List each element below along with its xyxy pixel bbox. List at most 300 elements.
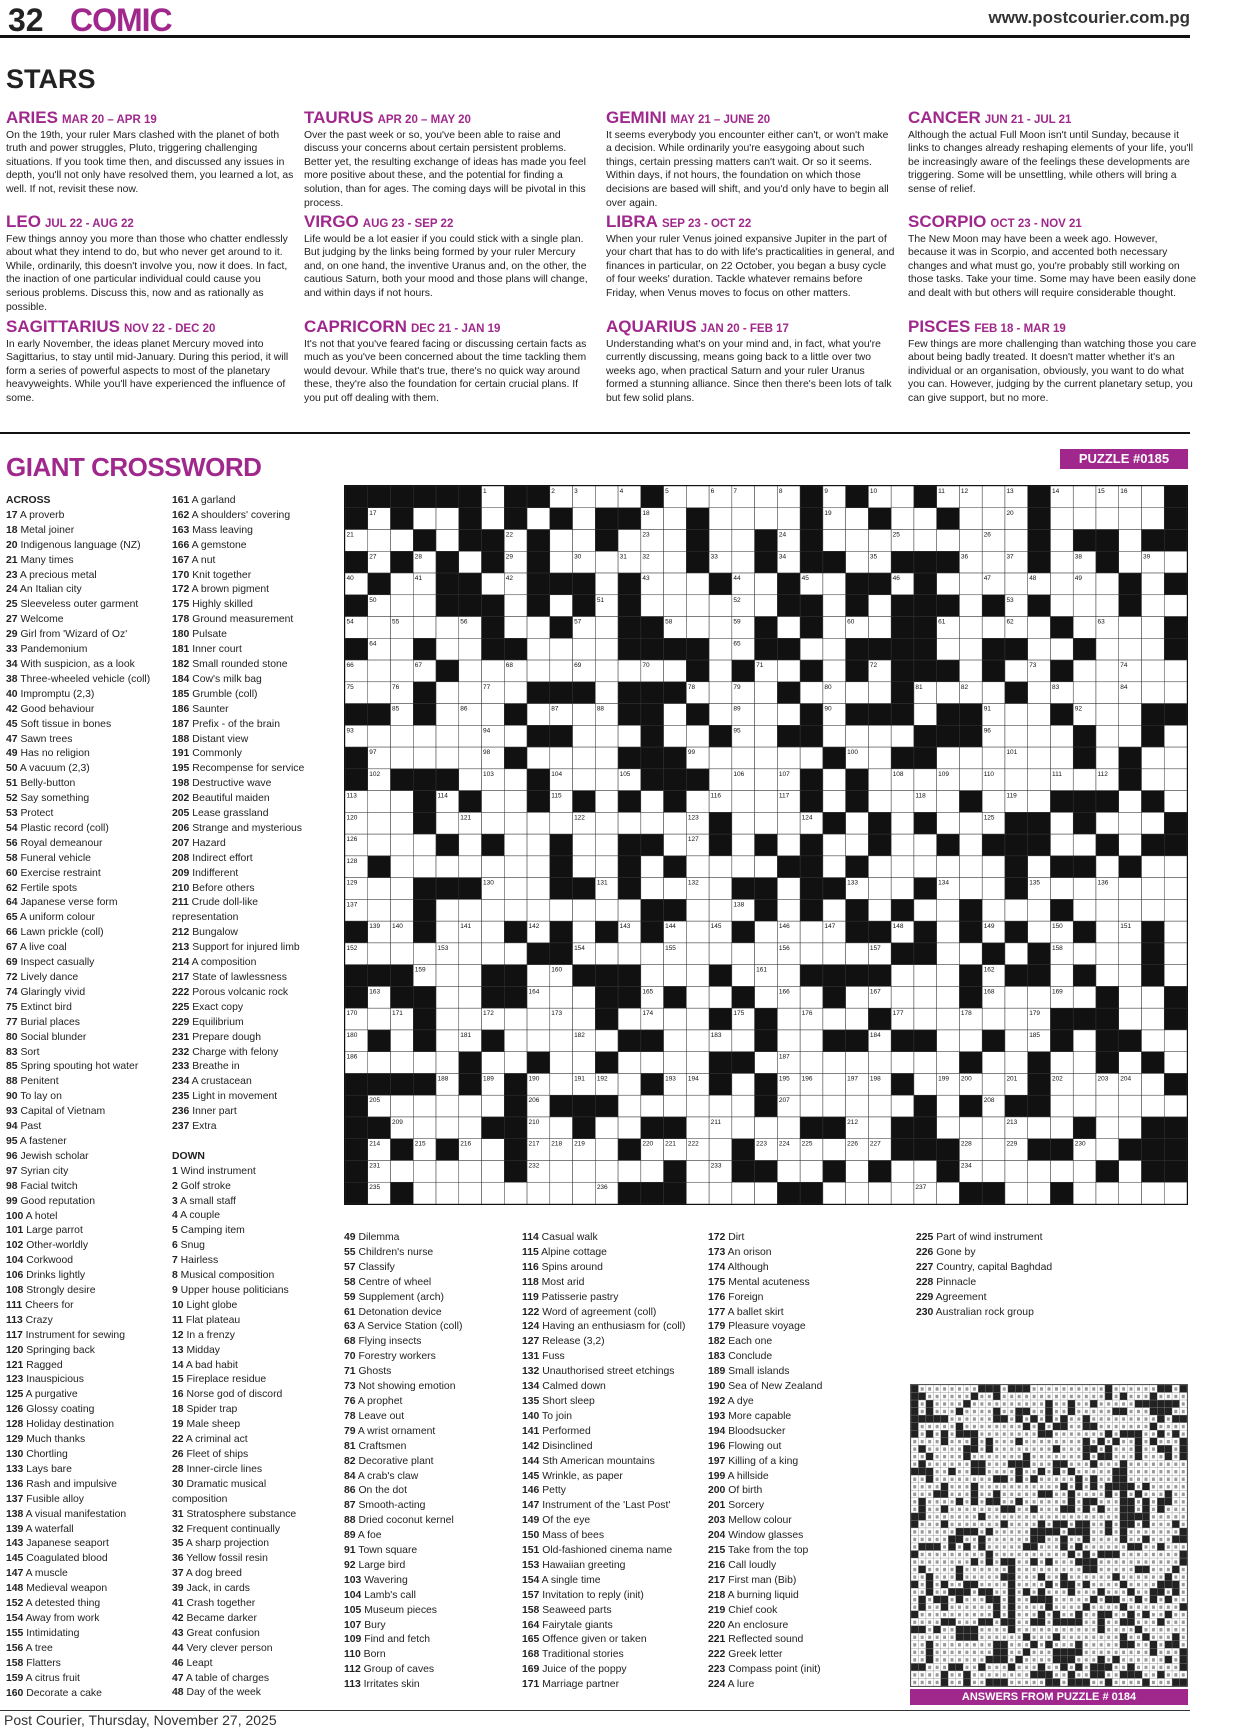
grid-cell[interactable] [777, 1117, 800, 1139]
grid-cell[interactable] [527, 1008, 550, 1030]
grid-cell[interactable] [664, 573, 687, 595]
grid-cell[interactable] [664, 660, 687, 682]
grid-cell[interactable] [959, 1030, 982, 1052]
grid-cell[interactable] [1005, 986, 1028, 1008]
grid-cell[interactable] [914, 704, 937, 726]
grid-cell[interactable] [914, 769, 937, 791]
grid-cell[interactable] [436, 617, 459, 639]
grid-cell[interactable] [1028, 638, 1051, 660]
grid-cell[interactable] [982, 551, 1005, 573]
grid-cell[interactable] [482, 943, 505, 965]
grid-cell[interactable] [891, 1160, 914, 1182]
grid-cell[interactable] [391, 638, 414, 660]
grid-cell[interactable] [459, 725, 482, 747]
grid-cell[interactable] [1119, 725, 1142, 747]
grid-cell[interactable] [777, 508, 800, 530]
grid-cell[interactable] [391, 1095, 414, 1117]
grid-cell[interactable] [686, 1052, 709, 1074]
grid-cell[interactable] [504, 1008, 527, 1030]
grid-cell[interactable] [664, 834, 687, 856]
grid-cell[interactable] [618, 1008, 641, 1030]
grid-cell[interactable] [1096, 943, 1119, 965]
grid-cell[interactable] [664, 1030, 687, 1052]
grid-cell[interactable] [732, 943, 755, 965]
grid-cell[interactable] [891, 856, 914, 878]
grid-cell[interactable] [1073, 834, 1096, 856]
grid-cell[interactable] [436, 530, 459, 552]
grid-cell[interactable] [709, 638, 732, 660]
grid-cell[interactable] [368, 660, 391, 682]
grid-cell[interactable] [573, 530, 596, 552]
grid-cell[interactable] [550, 1117, 573, 1139]
grid-cell[interactable] [1119, 1160, 1142, 1182]
grid-cell[interactable] [755, 943, 778, 965]
grid-cell[interactable] [1141, 617, 1164, 639]
grid-cell[interactable] [1028, 682, 1051, 704]
grid-cell[interactable] [573, 834, 596, 856]
grid-cell[interactable] [959, 638, 982, 660]
grid-cell[interactable] [482, 508, 505, 530]
grid-cell[interactable] [436, 1030, 459, 1052]
grid-cell[interactable] [573, 769, 596, 791]
grid-cell[interactable] [550, 660, 573, 682]
grid-cell[interactable] [573, 747, 596, 769]
grid-cell[interactable] [595, 856, 618, 878]
grid-cell[interactable] [755, 486, 778, 508]
grid-cell[interactable] [868, 856, 891, 878]
grid-cell[interactable] [1141, 508, 1164, 530]
grid-cell[interactable] [823, 1008, 846, 1030]
grid-cell[interactable] [732, 812, 755, 834]
grid-cell[interactable] [436, 899, 459, 921]
grid-cell[interactable] [1096, 1182, 1119, 1204]
grid-cell[interactable] [1164, 921, 1187, 943]
grid-cell[interactable] [664, 1095, 687, 1117]
grid-cell[interactable] [550, 551, 573, 573]
grid-cell[interactable] [868, 791, 891, 813]
grid-cell[interactable] [777, 899, 800, 921]
grid-cell[interactable] [891, 878, 914, 900]
grid-cell[interactable] [800, 1095, 823, 1117]
grid-cell[interactable] [1119, 812, 1142, 834]
grid-cell[interactable] [1073, 769, 1096, 791]
grid-cell[interactable] [391, 573, 414, 595]
grid-cell[interactable] [686, 943, 709, 965]
grid-cell[interactable] [1164, 1052, 1187, 1074]
grid-cell[interactable] [527, 965, 550, 987]
grid-cell[interactable] [391, 878, 414, 900]
grid-cell[interactable] [937, 921, 960, 943]
grid-cell[interactable] [527, 617, 550, 639]
grid-cell[interactable] [595, 943, 618, 965]
grid-cell[interactable] [1096, 812, 1119, 834]
grid-cell[interactable] [1141, 638, 1164, 660]
grid-cell[interactable] [368, 1052, 391, 1074]
grid-cell[interactable] [1119, 617, 1142, 639]
grid-cell[interactable] [413, 1052, 436, 1074]
grid-cell[interactable] [959, 943, 982, 965]
grid-cell[interactable] [982, 1117, 1005, 1139]
grid-cell[interactable] [868, 747, 891, 769]
grid-cell[interactable] [459, 899, 482, 921]
grid-cell[interactable] [1073, 1073, 1096, 1095]
grid-cell[interactable] [527, 899, 550, 921]
grid-cell[interactable] [777, 965, 800, 987]
grid-cell[interactable] [664, 508, 687, 530]
grid-cell[interactable] [1028, 1160, 1051, 1182]
grid-cell[interactable] [618, 1073, 641, 1095]
grid-cell[interactable] [413, 1095, 436, 1117]
grid-cell[interactable] [573, 856, 596, 878]
grid-cell[interactable] [1141, 747, 1164, 769]
grid-cell[interactable] [868, 1182, 891, 1204]
grid-cell[interactable] [891, 812, 914, 834]
grid-cell[interactable] [937, 1052, 960, 1074]
grid-cell[interactable] [664, 965, 687, 987]
grid-cell[interactable] [1005, 1008, 1028, 1030]
grid-cell[interactable] [664, 812, 687, 834]
grid-cell[interactable] [1028, 1182, 1051, 1204]
grid-cell[interactable] [595, 1160, 618, 1182]
grid-cell[interactable] [436, 965, 459, 987]
grid-cell[interactable] [686, 986, 709, 1008]
grid-cell[interactable] [527, 660, 550, 682]
grid-cell[interactable] [732, 1182, 755, 1204]
grid-cell[interactable] [413, 1117, 436, 1139]
grid-cell[interactable] [868, 682, 891, 704]
grid-cell[interactable] [959, 617, 982, 639]
grid-cell[interactable] [914, 899, 937, 921]
grid-cell[interactable] [709, 943, 732, 965]
grid-cell[interactable] [618, 660, 641, 682]
grid-cell[interactable] [891, 725, 914, 747]
grid-cell[interactable] [1164, 1030, 1187, 1052]
grid-cell[interactable] [641, 878, 664, 900]
grid-cell[interactable] [1119, 638, 1142, 660]
grid-cell[interactable] [1028, 704, 1051, 726]
grid-cell[interactable] [755, 1117, 778, 1139]
grid-cell[interactable] [504, 1182, 527, 1204]
grid-cell[interactable] [982, 486, 1005, 508]
grid-cell[interactable] [527, 812, 550, 834]
grid-cell[interactable] [1119, 791, 1142, 813]
grid-cell[interactable] [755, 791, 778, 813]
grid-cell[interactable] [482, 1095, 505, 1117]
grid-cell[interactable] [959, 1117, 982, 1139]
grid-cell[interactable] [937, 943, 960, 965]
grid-cell[interactable] [1119, 1095, 1142, 1117]
grid-cell[interactable] [959, 595, 982, 617]
grid-cell[interactable] [846, 986, 869, 1008]
grid-cell[interactable] [1096, 856, 1119, 878]
grid-cell[interactable] [504, 617, 527, 639]
grid-cell[interactable] [436, 1008, 459, 1030]
grid-cell[interactable] [914, 1008, 937, 1030]
grid-cell[interactable] [1096, 965, 1119, 987]
grid-cell[interactable] [436, 856, 459, 878]
grid-cell[interactable] [459, 965, 482, 987]
grid-cell[interactable] [1141, 660, 1164, 682]
grid-cell[interactable] [504, 1030, 527, 1052]
grid-cell[interactable] [1164, 943, 1187, 965]
grid-cell[interactable] [1005, 769, 1028, 791]
grid-cell[interactable] [1141, 486, 1164, 508]
grid-cell[interactable] [595, 573, 618, 595]
grid-cell[interactable] [368, 725, 391, 747]
grid-cell[interactable] [482, 1052, 505, 1074]
crossword-grid[interactable] [344, 485, 1188, 1205]
grid-cell[interactable] [436, 1160, 459, 1182]
grid-cell[interactable] [595, 769, 618, 791]
grid-cell[interactable] [709, 769, 732, 791]
grid-cell[interactable] [868, 878, 891, 900]
grid-cell[interactable] [959, 878, 982, 900]
grid-cell[interactable] [573, 725, 596, 747]
grid-cell[interactable] [686, 595, 709, 617]
grid-cell[interactable] [732, 1095, 755, 1117]
grid-cell[interactable] [800, 638, 823, 660]
grid-cell[interactable] [823, 638, 846, 660]
grid-cell[interactable] [982, 791, 1005, 813]
grid-cell[interactable] [709, 530, 732, 552]
grid-cell[interactable] [482, 1139, 505, 1161]
grid-cell[interactable] [482, 1160, 505, 1182]
grid-cell[interactable] [982, 1052, 1005, 1074]
grid-cell[interactable] [550, 747, 573, 769]
grid-cell[interactable] [732, 1030, 755, 1052]
grid-cell[interactable] [1005, 899, 1028, 921]
grid-cell[interactable] [868, 769, 891, 791]
grid-cell[interactable] [686, 617, 709, 639]
grid-cell[interactable] [1028, 769, 1051, 791]
grid-cell[interactable] [573, 899, 596, 921]
grid-cell[interactable] [368, 943, 391, 965]
grid-cell[interactable] [1050, 595, 1073, 617]
grid-cell[interactable] [732, 1073, 755, 1095]
grid-cell[interactable] [641, 812, 664, 834]
grid-cell[interactable] [868, 1052, 891, 1074]
grid-cell[interactable] [937, 856, 960, 878]
grid-cell[interactable] [391, 791, 414, 813]
grid-cell[interactable] [732, 791, 755, 813]
grid-cell[interactable] [1050, 573, 1073, 595]
grid-cell[interactable] [1073, 1052, 1096, 1074]
grid-cell[interactable] [891, 486, 914, 508]
grid-cell[interactable] [391, 725, 414, 747]
grid-cell[interactable] [1073, 1030, 1096, 1052]
grid-cell[interactable] [937, 682, 960, 704]
grid-cell[interactable] [482, 899, 505, 921]
grid-cell[interactable] [1164, 747, 1187, 769]
grid-cell[interactable] [504, 878, 527, 900]
grid-cell[interactable] [436, 1117, 459, 1139]
grid-cell[interactable] [891, 1095, 914, 1117]
grid-cell[interactable] [1096, 899, 1119, 921]
grid-cell[interactable] [959, 812, 982, 834]
grid-cell[interactable] [1119, 1182, 1142, 1204]
grid-cell[interactable] [413, 595, 436, 617]
grid-cell[interactable] [436, 508, 459, 530]
grid-cell[interactable] [1164, 1095, 1187, 1117]
grid-cell[interactable] [709, 856, 732, 878]
grid-cell[interactable] [1096, 508, 1119, 530]
grid-cell[interactable] [368, 812, 391, 834]
grid-cell[interactable] [482, 791, 505, 813]
grid-cell[interactable] [823, 1182, 846, 1204]
grid-cell[interactable] [618, 899, 641, 921]
grid-cell[interactable] [459, 747, 482, 769]
grid-cell[interactable] [1119, 943, 1142, 965]
grid-cell[interactable] [1005, 530, 1028, 552]
grid-cell[interactable] [1096, 725, 1119, 747]
grid-cell[interactable] [959, 573, 982, 595]
grid-cell[interactable] [823, 791, 846, 813]
grid-cell[interactable] [755, 921, 778, 943]
grid-cell[interactable] [709, 986, 732, 1008]
grid-cell[interactable] [368, 791, 391, 813]
grid-cell[interactable] [391, 812, 414, 834]
grid-cell[interactable] [1141, 769, 1164, 791]
grid-cell[interactable] [823, 1052, 846, 1074]
grid-cell[interactable] [641, 1095, 664, 1117]
grid-cell[interactable] [664, 595, 687, 617]
grid-cell[interactable] [823, 1073, 846, 1095]
grid-cell[interactable] [527, 638, 550, 660]
grid-cell[interactable] [1073, 1160, 1096, 1182]
grid-cell[interactable] [959, 530, 982, 552]
grid-cell[interactable] [573, 638, 596, 660]
grid-cell[interactable] [755, 573, 778, 595]
grid-cell[interactable] [846, 1182, 869, 1204]
grid-cell[interactable] [573, 704, 596, 726]
grid-cell[interactable] [937, 812, 960, 834]
grid-cell[interactable] [982, 747, 1005, 769]
grid-cell[interactable] [595, 551, 618, 573]
grid-cell[interactable] [868, 725, 891, 747]
grid-cell[interactable] [482, 704, 505, 726]
grid-cell[interactable] [550, 899, 573, 921]
grid-cell[interactable] [982, 682, 1005, 704]
grid-cell[interactable] [527, 508, 550, 530]
grid-cell[interactable] [937, 573, 960, 595]
grid-cell[interactable] [1073, 486, 1096, 508]
grid-cell[interactable] [664, 530, 687, 552]
grid-cell[interactable] [732, 834, 755, 856]
grid-cell[interactable] [937, 530, 960, 552]
grid-cell[interactable] [1141, 1095, 1164, 1117]
grid-cell[interactable] [982, 899, 1005, 921]
grid-cell[interactable] [777, 1008, 800, 1030]
grid-cell[interactable] [504, 791, 527, 813]
grid-cell[interactable] [891, 986, 914, 1008]
grid-cell[interactable] [914, 965, 937, 987]
grid-cell[interactable] [1050, 530, 1073, 552]
grid-cell[interactable] [755, 986, 778, 1008]
grid-cell[interactable] [1005, 725, 1028, 747]
grid-cell[interactable] [1141, 1182, 1164, 1204]
grid-cell[interactable] [914, 856, 937, 878]
grid-cell[interactable] [504, 769, 527, 791]
grid-cell[interactable] [823, 573, 846, 595]
grid-cell[interactable] [595, 1139, 618, 1161]
grid-cell[interactable] [618, 1160, 641, 1182]
grid-cell[interactable] [686, 965, 709, 987]
grid-cell[interactable] [959, 856, 982, 878]
grid-cell[interactable] [1164, 682, 1187, 704]
grid-cell[interactable] [573, 986, 596, 1008]
grid-cell[interactable] [1164, 1182, 1187, 1204]
grid-cell[interactable] [1073, 617, 1096, 639]
grid-cell[interactable] [755, 812, 778, 834]
grid-cell[interactable] [1005, 1030, 1028, 1052]
grid-cell[interactable] [686, 899, 709, 921]
grid-cell[interactable] [846, 682, 869, 704]
grid-cell[interactable] [777, 878, 800, 900]
grid-cell[interactable] [1164, 965, 1187, 987]
grid-cell[interactable] [1164, 660, 1187, 682]
grid-cell[interactable] [1050, 638, 1073, 660]
grid-cell[interactable] [368, 899, 391, 921]
grid-cell[interactable] [391, 943, 414, 965]
grid-cell[interactable] [846, 834, 869, 856]
grid-cell[interactable] [573, 1008, 596, 1030]
grid-cell[interactable] [368, 530, 391, 552]
grid-cell[interactable] [391, 747, 414, 769]
grid-cell[interactable] [1005, 1052, 1028, 1074]
grid-cell[interactable] [550, 812, 573, 834]
grid-cell[interactable] [937, 1117, 960, 1139]
grid-cell[interactable] [641, 943, 664, 965]
grid-cell[interactable] [1028, 1117, 1051, 1139]
grid-cell[interactable] [618, 1117, 641, 1139]
grid-cell[interactable] [823, 856, 846, 878]
grid-cell[interactable] [891, 791, 914, 813]
grid-cell[interactable] [1164, 595, 1187, 617]
grid-cell[interactable] [436, 704, 459, 726]
grid-cell[interactable] [1096, 747, 1119, 769]
grid-cell[interactable] [391, 1052, 414, 1074]
grid-cell[interactable] [982, 1139, 1005, 1161]
grid-cell[interactable] [846, 508, 869, 530]
grid-cell[interactable] [1141, 878, 1164, 900]
grid-cell[interactable] [1096, 1117, 1119, 1139]
grid-cell[interactable] [686, 921, 709, 943]
grid-cell[interactable] [1141, 1073, 1164, 1095]
grid-cell[interactable] [527, 1182, 550, 1204]
grid-cell[interactable] [709, 899, 732, 921]
grid-cell[interactable] [846, 1008, 869, 1030]
grid-cell[interactable] [914, 986, 937, 1008]
grid-cell[interactable] [800, 921, 823, 943]
grid-cell[interactable] [777, 1160, 800, 1182]
grid-cell[interactable] [1141, 899, 1164, 921]
grid-cell[interactable] [823, 834, 846, 856]
grid-cell[interactable] [1096, 682, 1119, 704]
grid-cell[interactable] [846, 1095, 869, 1117]
grid-cell[interactable] [1073, 1095, 1096, 1117]
grid-cell[interactable] [641, 595, 664, 617]
grid-cell[interactable] [1164, 725, 1187, 747]
grid-cell[interactable] [504, 682, 527, 704]
grid-cell[interactable] [755, 856, 778, 878]
grid-cell[interactable] [664, 704, 687, 726]
grid-cell[interactable] [459, 834, 482, 856]
grid-cell[interactable] [1005, 704, 1028, 726]
grid-cell[interactable] [868, 1117, 891, 1139]
grid-cell[interactable] [686, 725, 709, 747]
grid-cell[interactable] [1119, 1052, 1142, 1074]
grid-cell[interactable] [686, 1095, 709, 1117]
